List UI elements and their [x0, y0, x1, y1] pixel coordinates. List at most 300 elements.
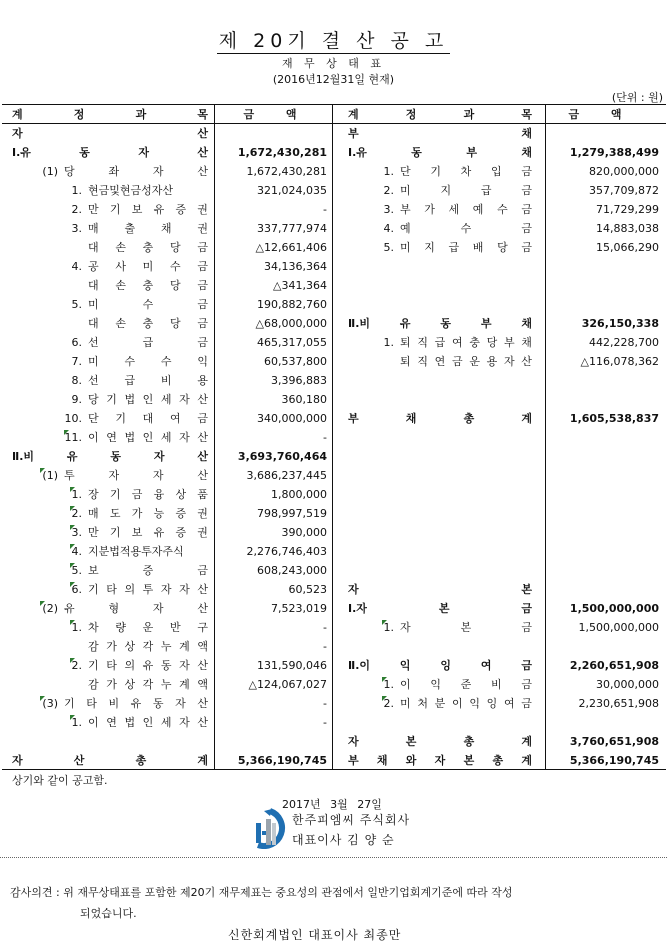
- account-name: [88, 219, 208, 238]
- account-char: 목: [197, 108, 208, 121]
- account-char: 자: [348, 735, 359, 748]
- account-char: 부: [400, 203, 411, 216]
- account-char: 처: [417, 697, 428, 710]
- account-char: 총: [463, 735, 475, 748]
- amount-value: [547, 124, 659, 143]
- account-char: 자: [152, 165, 164, 178]
- account-name: [64, 162, 208, 181]
- account-name: [348, 276, 532, 295]
- account-name: [348, 371, 532, 390]
- account-name: [88, 580, 208, 599]
- account-char: 예: [400, 222, 411, 235]
- account-char: 비: [490, 678, 502, 691]
- item-number: 3.: [71, 222, 82, 235]
- account-name: [400, 675, 532, 694]
- item-number: 7.: [71, 355, 82, 368]
- account-char: 부: [480, 317, 492, 330]
- amount-value: [216, 732, 327, 751]
- account-char: 동: [110, 450, 122, 463]
- amount-value: 360,180: [281, 393, 327, 406]
- account-char: 운: [469, 355, 480, 368]
- amount-value: -: [323, 621, 327, 634]
- item-number: 11.: [64, 431, 82, 444]
- account-char: 금: [521, 602, 532, 615]
- amount-value: △116,078,362: [580, 355, 659, 368]
- account-char: 산: [197, 127, 208, 140]
- amount-value: -: [323, 431, 327, 444]
- account-char: 증: [175, 526, 187, 539]
- account-char: 미: [88, 298, 99, 311]
- company-logo-icon: [250, 807, 286, 849]
- account-name: [348, 314, 532, 333]
- cell-comment-marker-icon: [40, 696, 45, 701]
- account-char: 금: [521, 621, 532, 634]
- account-char: 금: [521, 241, 532, 254]
- account-char: 본: [405, 735, 417, 748]
- column-divider: [214, 105, 215, 769]
- account-char: 의: [124, 659, 136, 672]
- account-char: Ⅱ.비: [12, 450, 35, 463]
- account-char: 대: [88, 317, 99, 330]
- account-name: [88, 637, 208, 656]
- account-name: [88, 656, 208, 675]
- account-char: 가: [106, 640, 117, 653]
- amount-value: 3,760,651,908: [569, 735, 659, 748]
- account-char: 채: [521, 317, 532, 330]
- account-name: [88, 542, 208, 561]
- item-number: [58, 637, 82, 656]
- account-char: 권: [197, 526, 208, 539]
- account-char: 각: [142, 640, 154, 653]
- account-char: 금: [131, 488, 143, 501]
- account-char: 지: [440, 184, 452, 197]
- account-char: 지분법적용투자주식: [88, 545, 184, 558]
- account-char: 채: [521, 336, 532, 349]
- account-name: [400, 618, 532, 637]
- amount-value: 1,500,000,000: [578, 621, 659, 634]
- amount-value: △124,067,027: [248, 678, 327, 691]
- account-char: 동: [160, 659, 172, 672]
- account-char: 용: [486, 355, 498, 368]
- account-name: [348, 295, 532, 314]
- account-char: 본: [438, 602, 450, 615]
- amount-value: [547, 561, 659, 580]
- item-number: 5.: [383, 241, 394, 254]
- account-char: 당: [497, 241, 508, 254]
- account-char: 수: [460, 222, 472, 235]
- amount-value: [547, 428, 659, 447]
- item-number: [58, 238, 82, 257]
- account-char: 배: [472, 241, 484, 254]
- account-char: 자: [153, 450, 165, 463]
- account-char: 금: [197, 412, 208, 425]
- account-char: 산: [197, 450, 208, 463]
- amount-value: [547, 485, 659, 504]
- account-char: 비: [108, 697, 120, 710]
- cell-comment-marker-icon: [70, 525, 75, 530]
- account-char: 부: [348, 412, 359, 425]
- amount-value: 131,590,046: [257, 659, 327, 672]
- account-char: 누: [160, 640, 172, 653]
- account-name: [348, 390, 532, 409]
- account-char: 직: [417, 336, 428, 349]
- item-number: 5.: [71, 564, 82, 577]
- account-char: 현금및현금성자산: [88, 184, 174, 197]
- amount-value: -: [323, 697, 327, 710]
- account-char: 자: [152, 602, 164, 615]
- account-char: 대: [88, 279, 99, 292]
- account-char: 단: [400, 165, 411, 178]
- account-char: 여: [451, 336, 463, 349]
- account-char: 증: [175, 203, 187, 216]
- amount-value: △68,000,000: [255, 317, 327, 330]
- account-char: Ⅱ.이: [348, 659, 371, 672]
- account-char: 정: [405, 108, 417, 121]
- amount-value: 34,136,364: [264, 260, 327, 273]
- item-number: (1): [42, 469, 58, 482]
- amount-value: 3,686,237,445: [246, 469, 327, 482]
- account-char: 기: [109, 203, 121, 216]
- amount-value: 321,024,035: [257, 184, 327, 197]
- account-char: 당: [169, 241, 181, 254]
- column-divider: [545, 105, 546, 769]
- account-char: 계: [197, 754, 208, 767]
- amount-value: 608,243,000: [257, 564, 327, 577]
- item-number: 1.: [71, 621, 82, 634]
- item-number: 1.: [383, 621, 394, 634]
- account-char: 자: [108, 469, 120, 482]
- cell-comment-marker-icon: [40, 601, 45, 606]
- account-char: 법: [124, 716, 136, 729]
- account-char: 금: [451, 355, 463, 368]
- account-char: 손: [115, 317, 126, 330]
- account-char: 당: [169, 317, 181, 330]
- account-name: [348, 523, 532, 542]
- account-name: [12, 143, 208, 162]
- amount-value: 71,729,299: [596, 203, 659, 216]
- account-char: 예: [472, 203, 484, 216]
- account-char: 세: [160, 393, 172, 406]
- account-name: [348, 447, 532, 466]
- amount-value: 1,605,538,837: [569, 412, 659, 425]
- account-char: 과: [135, 108, 147, 121]
- amount-value: △12,661,406: [255, 241, 327, 254]
- account-char: 유: [153, 203, 165, 216]
- cell-comment-marker-icon: [70, 563, 75, 568]
- account-char: 수: [160, 355, 172, 368]
- account-name: [88, 314, 208, 333]
- item-number: 1.: [383, 678, 394, 691]
- cell-comment-marker-icon: [382, 620, 387, 625]
- account-char: 이: [451, 697, 463, 710]
- account-char: 산: [197, 659, 208, 672]
- account-char: 미: [400, 184, 411, 197]
- account-char: 채: [521, 146, 532, 159]
- account-char: 익: [399, 659, 411, 672]
- item-number: 1.: [71, 184, 82, 197]
- account-char: 보: [131, 203, 143, 216]
- account-char: 유: [64, 602, 75, 615]
- account-char: 용: [197, 374, 208, 387]
- account-char: 기: [64, 697, 75, 710]
- account-char: 인: [142, 393, 154, 406]
- account-char: 동: [440, 317, 452, 330]
- item-number: 8.: [71, 374, 82, 387]
- account-char: 부: [466, 146, 477, 159]
- account-char: Ⅰ.유: [12, 146, 31, 159]
- account-char: Ⅱ.비: [348, 317, 371, 330]
- amount-value: 15,066,290: [596, 241, 659, 254]
- account-char: 채: [521, 127, 532, 140]
- account-char: 당: [64, 165, 75, 178]
- amount-value: 357,709,872: [589, 184, 659, 197]
- audit-opinion: 감사의견 : 위 재무상태표를 포함한 제20기 재무제표는 중요성의 관점에서 일반기업회계기준에 따라 작성: [10, 886, 513, 899]
- account-char: 기: [106, 393, 117, 406]
- cell-comment-marker-icon: [70, 487, 75, 492]
- amount-value: 390,000: [281, 526, 327, 539]
- statement-name: 재 무 상 태 표: [281, 57, 386, 70]
- account-name: [348, 485, 532, 504]
- cell-comment-marker-icon: [70, 715, 75, 720]
- account-name: [348, 751, 532, 770]
- account-char: 계: [348, 108, 359, 121]
- account-char: 미: [400, 241, 411, 254]
- balance-sheet-table: [2, 104, 666, 770]
- account-char: 인: [142, 431, 154, 444]
- account-char: 수: [497, 203, 508, 216]
- account-char: 연: [106, 431, 117, 444]
- account-char: 미: [142, 260, 154, 273]
- amount-value: [547, 542, 659, 561]
- account-char: 산: [197, 583, 208, 596]
- account-name: [88, 352, 208, 371]
- account-char: 산: [197, 602, 208, 615]
- account-char: 차: [88, 621, 99, 634]
- account-char: 자: [12, 127, 23, 140]
- item-number: 2.: [71, 203, 82, 216]
- account-char: 당: [486, 336, 498, 349]
- account-name: [400, 219, 532, 238]
- account-char: 준: [460, 678, 472, 691]
- account-char: 법: [124, 393, 136, 406]
- item-number: 10.: [64, 412, 82, 425]
- account-char: 기: [88, 659, 99, 672]
- cell-comment-marker-icon: [70, 658, 75, 663]
- item-number: [58, 675, 82, 694]
- item-number: 2.: [71, 659, 82, 672]
- account-name: [64, 599, 208, 618]
- item-number: 3.: [383, 203, 394, 216]
- account-char: 상: [124, 678, 136, 691]
- account-char: 감: [88, 640, 99, 653]
- item-number: [58, 276, 82, 295]
- account-name: [64, 694, 208, 713]
- account-char: 권: [197, 222, 208, 235]
- account-char: 자: [12, 754, 23, 767]
- account-char: 분: [434, 697, 446, 710]
- account-char: 급: [142, 336, 154, 349]
- account-char: 급: [480, 184, 492, 197]
- header-account-left: [12, 105, 208, 124]
- account-char: 증: [142, 564, 154, 577]
- account-name: [88, 523, 208, 542]
- account-name: [88, 333, 208, 352]
- account-char: 차: [460, 165, 472, 178]
- amount-value: 337,777,974: [257, 222, 327, 235]
- item-number: 4.: [71, 260, 82, 273]
- account-char: 수: [169, 260, 181, 273]
- account-char: 투: [142, 583, 154, 596]
- amount-value: [547, 637, 659, 656]
- account-char: 직: [417, 355, 428, 368]
- account-char: 금: [521, 222, 532, 235]
- account-char: 자: [179, 659, 190, 672]
- account-name: [348, 561, 532, 580]
- account-char: 당: [169, 279, 181, 292]
- account-char: 금: [197, 317, 208, 330]
- account-char: 자: [160, 583, 172, 596]
- item-number: 2.: [383, 184, 394, 197]
- account-char: 기: [115, 412, 126, 425]
- account-char: 연: [106, 716, 117, 729]
- account-char: 타: [86, 697, 97, 710]
- account-char: 타: [106, 659, 117, 672]
- account-name: [88, 181, 208, 200]
- amount-value: [547, 466, 659, 485]
- account-name: [88, 238, 208, 257]
- account-name: [88, 409, 208, 428]
- account-char: 충: [142, 279, 154, 292]
- header-account-right: [348, 105, 532, 124]
- account-char: 세: [448, 203, 460, 216]
- account-char: 가: [424, 203, 435, 216]
- account-name: [88, 295, 208, 314]
- amount-value: 60,523: [288, 583, 327, 596]
- account-char: 동: [411, 146, 422, 159]
- amount-value: 2,230,651,908: [578, 697, 659, 710]
- account-char: 반: [169, 621, 181, 634]
- account-name: [348, 732, 532, 751]
- account-char: 량: [115, 621, 126, 634]
- account-char: 이: [88, 716, 99, 729]
- account-char: 기: [430, 165, 441, 178]
- account-char: 보: [88, 564, 99, 577]
- account-char: 자: [179, 716, 190, 729]
- account-name: [348, 428, 532, 447]
- account-char: 잉: [440, 659, 452, 672]
- amount-value: 820,000,000: [589, 165, 659, 178]
- account-char: 충: [142, 317, 154, 330]
- account-char: 가: [106, 678, 117, 691]
- account-name: [88, 713, 208, 732]
- account-char: 산: [197, 716, 208, 729]
- account-char: 손: [115, 279, 126, 292]
- account-char: 금: [197, 260, 208, 273]
- announcement-note: 상기와 같이 공고함.: [12, 774, 108, 787]
- account-name: [348, 542, 532, 561]
- account-char: 대: [88, 241, 99, 254]
- account-char: 자: [434, 754, 446, 767]
- account-char: 자: [175, 697, 186, 710]
- item-number: 4.: [383, 222, 394, 235]
- amount-value: [547, 371, 659, 390]
- account-name: [348, 409, 532, 428]
- account-name: [88, 257, 208, 276]
- account-char: 계: [179, 678, 190, 691]
- as-of-date: (2016년12월31일 현재): [272, 73, 395, 86]
- amount-value: [547, 580, 659, 599]
- account-char: 입: [490, 165, 502, 178]
- account-char: 자: [400, 621, 411, 634]
- account-char: 자: [179, 393, 190, 406]
- auditor-name: 신한회계법인 대표이사 최종만: [228, 928, 402, 942]
- cell-comment-marker-icon: [382, 696, 387, 701]
- account-char: 상: [124, 640, 136, 653]
- cell-comment-marker-icon: [70, 544, 75, 549]
- account-name: [88, 675, 208, 694]
- account-name: [88, 200, 208, 219]
- account-char: 당: [88, 393, 99, 406]
- account-char: 정: [73, 108, 85, 121]
- amount-value: 798,997,519: [257, 507, 327, 520]
- item-number: 4.: [71, 545, 82, 558]
- account-char: 산: [197, 431, 208, 444]
- account-char: 출: [124, 222, 136, 235]
- account-char: 동: [152, 697, 164, 710]
- dotted-separator: [0, 857, 667, 858]
- account-char: 과: [463, 108, 475, 121]
- cell-comment-marker-icon: [70, 506, 75, 511]
- account-char: 익: [469, 697, 480, 710]
- amount-value: 442,228,700: [589, 336, 659, 349]
- account-char: 수: [142, 298, 154, 311]
- account-char: 장: [88, 488, 99, 501]
- account-char: 산: [197, 697, 208, 710]
- account-char: 충: [142, 241, 154, 254]
- account-char: 산: [197, 146, 208, 159]
- column-divider: [332, 105, 333, 769]
- account-char: 자: [179, 431, 190, 444]
- representative-name: 대표이사 김 양 순: [292, 833, 395, 847]
- account-char: 융: [153, 488, 165, 501]
- account-char: 금: [197, 336, 208, 349]
- account-name: [88, 561, 208, 580]
- account-char: Ⅰ.자: [348, 602, 367, 615]
- amount-value: -: [323, 716, 327, 729]
- item-number: 9.: [71, 393, 82, 406]
- amount-value: [547, 713, 659, 732]
- account-char: 금: [197, 279, 208, 292]
- amount-value: 326,150,338: [581, 317, 659, 330]
- account-char: 부: [503, 336, 515, 349]
- header-amount-left: 금 액: [243, 108, 311, 121]
- account-char: 자: [348, 583, 359, 596]
- account-name: [88, 371, 208, 390]
- account-name: [64, 466, 208, 485]
- account-name: [400, 181, 532, 200]
- account-char: 액: [197, 678, 208, 691]
- amount-value: 1,672,430,281: [237, 146, 327, 159]
- account-char: 총: [135, 754, 147, 767]
- amount-value: [547, 295, 659, 314]
- account-name: [88, 504, 208, 523]
- amount-value: 3,693,760,464: [237, 450, 327, 463]
- account-name: [348, 713, 532, 732]
- account-char: 기: [109, 488, 121, 501]
- account-char: 유: [153, 526, 165, 539]
- account-name: [348, 466, 532, 485]
- item-number: 6.: [71, 583, 82, 596]
